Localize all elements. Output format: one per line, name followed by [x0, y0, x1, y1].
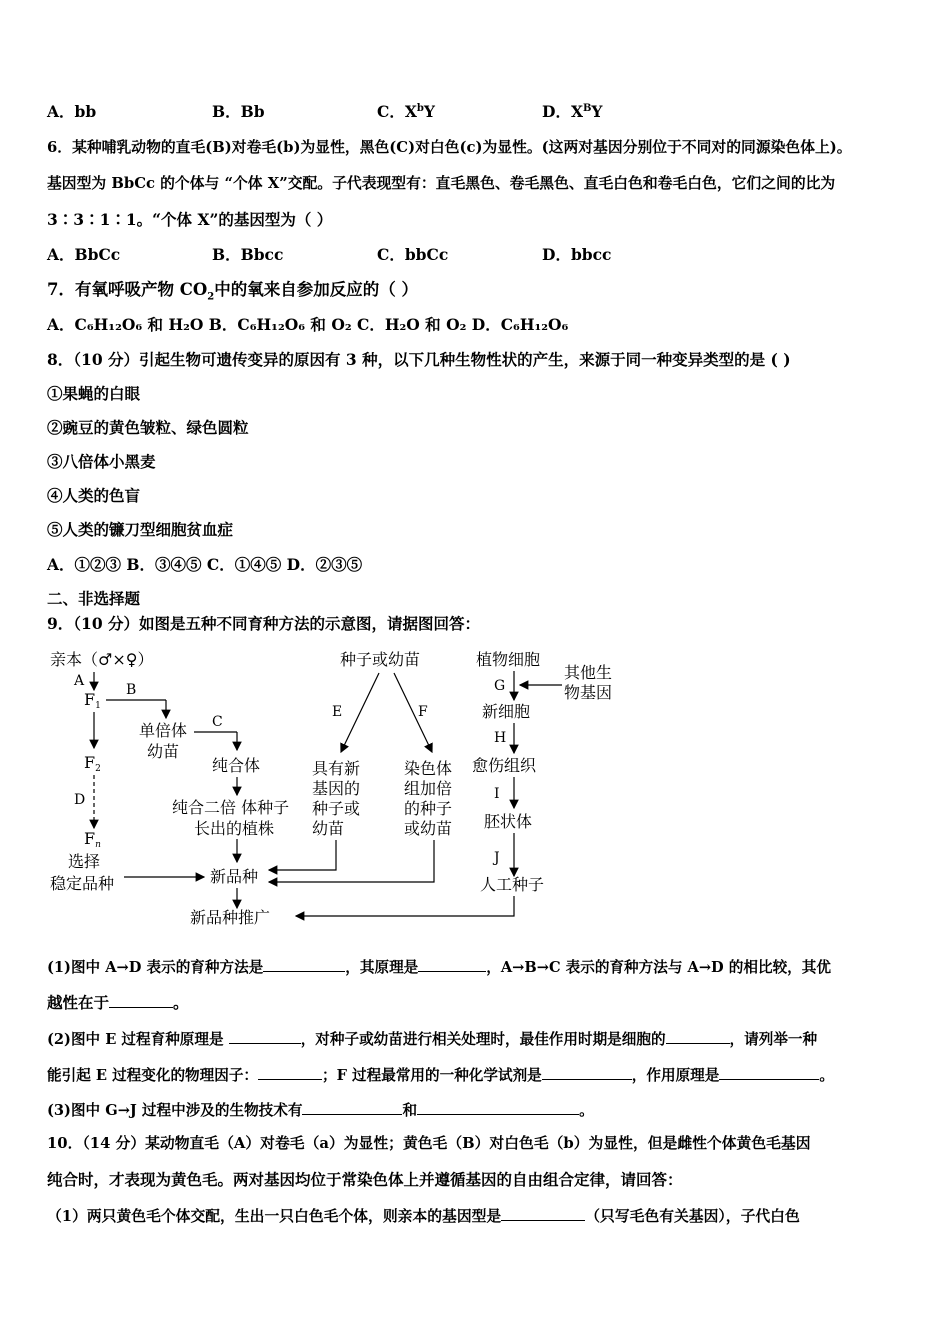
answer-blank[interactable] [263, 956, 345, 972]
answer-blank[interactable] [542, 1064, 632, 1080]
doubled-label-3: 的种子 [404, 799, 453, 818]
q5-option-d: D．$X^BY$ [542, 102, 603, 121]
answer-blank[interactable] [109, 992, 173, 1008]
seed-label: 种子或幼苗 [340, 650, 421, 669]
q10-line-2: 纯合时，才表现为黄色毛。两对基因均位于常染色体上并遵循基因的自由组合定律，请回答： [47, 1170, 683, 1189]
answer-blank[interactable] [258, 1064, 322, 1080]
answer-blank[interactable] [417, 1099, 579, 1115]
label-g: G [494, 678, 506, 694]
select-label-2: 稳定品种 [50, 874, 115, 893]
new-gene-label-2: 基因的 [312, 779, 361, 798]
section-heading: 二、非选择题 [47, 589, 141, 608]
label-a: A [74, 673, 85, 689]
plant-cell-label: 植物细胞 [476, 650, 541, 669]
parents-label: 亲本（♂×♀） [50, 650, 154, 669]
haploid-label-2: 幼苗 [147, 742, 180, 761]
promotion-label: 新品种推广 [190, 908, 271, 927]
haploid-label-1: 单倍体 [139, 721, 188, 740]
new-gene-label-4: 幼苗 [312, 819, 345, 838]
homozygous-label: 纯合体 [212, 756, 261, 775]
q6-option-c: C．bbCc [377, 245, 449, 264]
f2-label: F2 [84, 753, 101, 774]
label-j: J [494, 850, 500, 866]
q10-line-1: 10．（14 分）某动物直毛（A）对卷毛（a）为显性；黄色毛（B）对白色毛（b）为显性，但是雌性个体黄色毛基因 [47, 1135, 811, 1152]
diploid-plant-label-1: 纯合二倍 体种子 [172, 798, 290, 817]
breeding-methods-diagram [44, 640, 644, 930]
other-genes-label-1: 其他生 [564, 663, 613, 682]
answer-blank[interactable] [501, 1205, 585, 1221]
q5-option-b: B．Bb [212, 102, 265, 121]
q6-option-b: B．Bbcc [212, 245, 284, 264]
label-f: F [418, 704, 428, 720]
answer-blank[interactable] [719, 1064, 819, 1080]
f1-label: F1 [84, 690, 101, 711]
q6-line-1: 6．某种哺乳动物的直毛(B)对卷毛(b)为显性，黑色(C)对白色(c)为显性。(这两对基因分别位于不同对的同源染色体上)。 [47, 139, 852, 156]
label-d: D [74, 792, 86, 808]
q9-part3: (3)图中 G→J 过程中涉及的生物技术有 和 。 [47, 1099, 594, 1121]
answer-blank[interactable] [302, 1099, 402, 1115]
q10-line-3: （1）两只黄色毛个体交配，生出一只白色毛个体，则亲本的基因型是 （只写毛色有关基因），子代白色 [47, 1205, 800, 1227]
q6-option-d: D．bbcc [542, 245, 612, 264]
q8-stem: 8．（10 分）引起生物可遗传变异的原因有 3 种，以下几种生物性状的产生，来源于同一种变异类型的是 ( ) [47, 350, 791, 369]
fn-label: Fn [84, 829, 101, 850]
q7-options: A．C₆H₁₂O₆ 和 H₂O B．C₆H₁₂O₆ 和 O₂ C．H₂O 和 O₂ D．C₆H₁₂O₆ [47, 315, 569, 334]
q9-part2-line2: 能引起 E 过程变化的物理因子： ；F 过程最常用的一种化学试剂是 ，作用原理是 。 [47, 1064, 834, 1086]
new-gene-label-3: 种子或 [312, 799, 361, 818]
q8-options: A．①②③ B．③④⑤ C．①④⑤ D．②③⑤ [47, 555, 363, 574]
q6-option-a: A．BbCc [47, 245, 121, 264]
q9-stem: 9．（10 分）如图是五种不同育种方法的示意图，请据图回答： [47, 614, 481, 633]
q9-part1-line1: (1)图中 A→D 表示的育种方法是 ，其原理是 ，A→B→C 表示的育种方法与 A→D 的相比较，其优 [47, 956, 831, 978]
other-genes-label-2: 物基因 [564, 683, 613, 702]
new-cell-label: 新细胞 [482, 702, 531, 721]
q5-option-c: C．$X^bY$ [377, 102, 435, 121]
label-h: H [494, 730, 507, 746]
label-c: C [212, 714, 223, 730]
diploid-plant-label-2: 长出的植株 [194, 819, 275, 838]
q8-item-3: ③八倍体小黑麦 [47, 452, 156, 471]
answer-blank[interactable] [666, 1028, 730, 1044]
q8-item-1: ①果蝇的白眼 [47, 384, 141, 403]
new-gene-label-1: 具有新 [312, 759, 361, 778]
artificial-seed-label: 人工种子 [480, 875, 545, 894]
q9-part1-line2: 越性在于 。 [47, 993, 189, 1012]
q7-stem: 7．有氧呼吸产物 $CO_2$中的氧来自参加反应的（ ） [47, 280, 418, 303]
q8-item-2: ②豌豆的黄色皱粒、绿色圆粒 [47, 418, 249, 437]
q8-item-4: ④人类的色盲 [47, 486, 141, 505]
label-i: I [494, 786, 500, 802]
q6-line-3: 3∶3∶1∶1。“个体 X”的基因型为（ ） [47, 210, 333, 229]
q6-line-2: 基因型为 BbCc 的个体与 “个体 X”交配。子代表现型有：直毛黑色、卷毛黑色、直毛白色和卷毛白色，它们之间的比为 [47, 175, 836, 192]
q5-option-a: A．bb [47, 102, 97, 121]
q9-part2-line1: (2)图中 E 过程育种原理是 ，对种子或幼苗进行相关处理时，最佳作用时期是细胞的 ，请列举一种 [47, 1028, 817, 1050]
label-b: B [126, 682, 137, 698]
embryoid-label: 胚状体 [484, 812, 533, 831]
q8-item-5: ⑤人类的镰刀型细胞贫血症 [47, 520, 234, 539]
doubled-label-1: 染色体 [404, 759, 453, 778]
callus-label: 愈伤组织 [472, 756, 537, 775]
select-label-1: 选择 [68, 852, 101, 871]
new-variety-label: 新品种 [210, 867, 259, 886]
answer-blank[interactable] [229, 1028, 301, 1044]
doubled-label-2: 组加倍 [404, 779, 453, 798]
label-e: E [332, 704, 343, 720]
answer-blank[interactable] [418, 956, 486, 972]
doubled-label-4: 或幼苗 [404, 819, 453, 838]
